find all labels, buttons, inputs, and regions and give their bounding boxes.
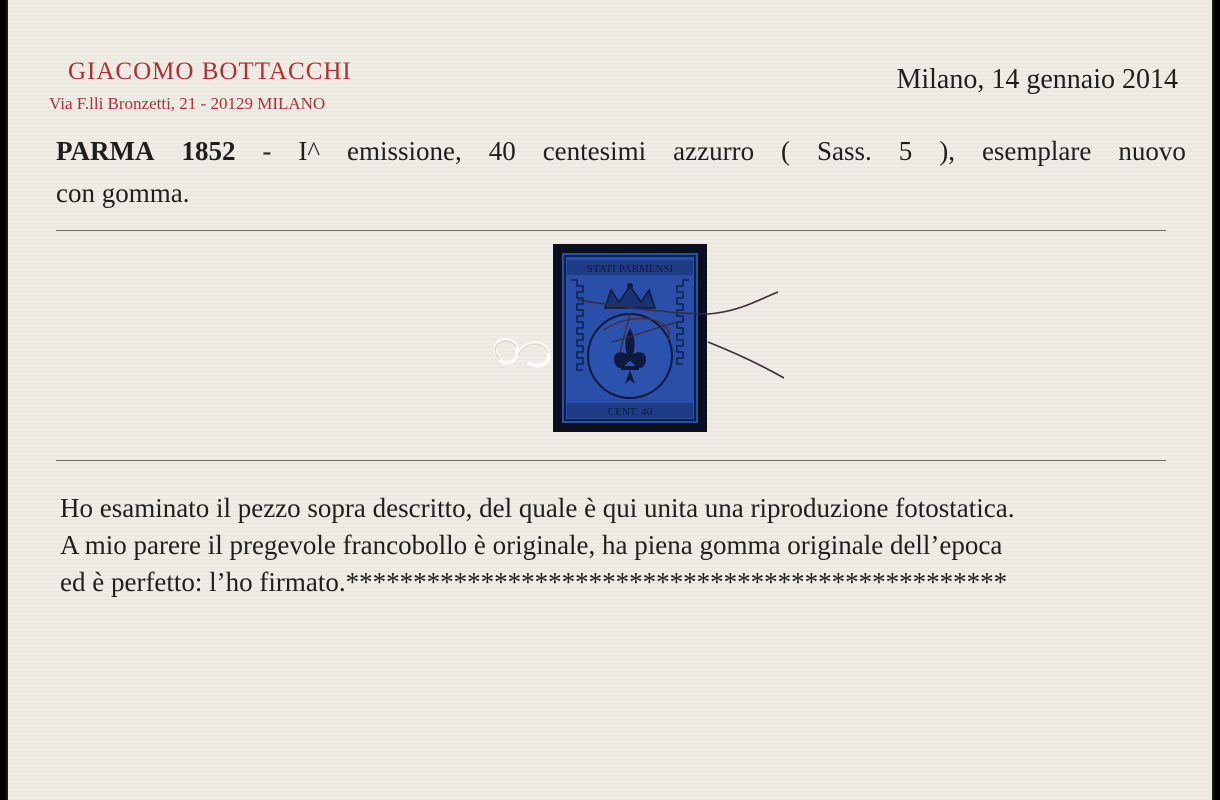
certificate-card xyxy=(6,0,1214,800)
divider-top xyxy=(56,230,1166,231)
stamp-bottom-label: CENT. 40 xyxy=(607,406,653,418)
stamp-description-line-1 xyxy=(56,136,1186,167)
description-year: 1852 xyxy=(181,136,236,166)
description-word: ), xyxy=(939,136,955,166)
description-word: ( xyxy=(781,136,791,166)
statement-line: ed è perfetto: l’ho firmato.************************************************* xyxy=(60,567,1008,597)
signature-mark-icon xyxy=(568,280,808,400)
expertise-statement xyxy=(60,490,1186,601)
issuer-address: Via F.lli Bronzetti, 21 - 20129 MILANO xyxy=(49,94,326,113)
description-word: nuovo xyxy=(1118,136,1186,166)
description-word: 5 xyxy=(898,136,913,166)
statement-line: Ho esaminato il pezzo sopra descritto, del quale è qui unita una riproduzione fotostatica. xyxy=(60,493,1015,523)
issuer-name: GIACOMO BOTTACCHI xyxy=(68,58,352,85)
description-word: centesimi xyxy=(542,136,647,166)
description-word: I^ xyxy=(298,136,321,166)
divider-bottom xyxy=(56,460,1166,461)
statement-line: A mio parere il pregevole francobollo è originale, ha piena gomma originale dell’epoca xyxy=(60,530,1003,560)
description-dash: - xyxy=(262,136,272,166)
description-word: esemplare xyxy=(981,136,1092,166)
stamp-description-line-2: con gomma. xyxy=(56,178,190,208)
description-word: 40 xyxy=(488,136,516,166)
stamp-top-label: STATI PARMENSI xyxy=(586,263,674,275)
certificate-date: Milano, 14 gennaio 2014 xyxy=(896,64,1178,95)
description-country: PARMA xyxy=(56,136,155,166)
description-word: Sass. xyxy=(817,136,872,166)
description-word: emissione, xyxy=(347,136,462,166)
description-word: azzurro xyxy=(673,136,755,166)
